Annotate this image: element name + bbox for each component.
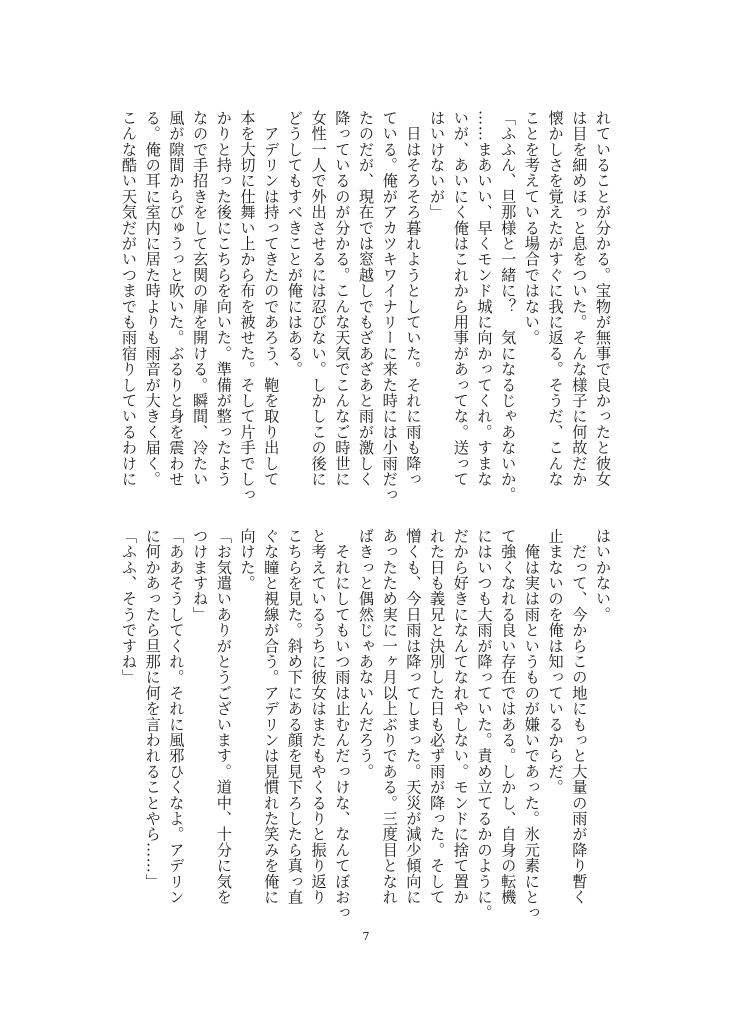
text-column: 憎くも、今日雨は降ってしまった。天災が減少傾向に — [404, 528, 423, 905]
text-column: 向けた。 — [238, 528, 257, 591]
text-column: 「お気遣いありがとうございます。道中、十分に気を — [214, 528, 233, 905]
text-column: 止まないのを俺は知っているからだ。 — [546, 528, 565, 795]
text-column: 懐かしさを覚えたがすぐに我に返る。そうだ、こんな — [546, 110, 565, 487]
text-column: ことを考えている場合ではない。 — [522, 110, 541, 346]
text-column: にはいつも大雨が降っていた。責め立てるかのように。 — [475, 528, 494, 921]
text-column: なので手招きをして玄関の扉を開ける。瞬間、冷たい — [191, 110, 210, 487]
text-column: 降っているのが分かる。こんな天気でこんなご時世に — [333, 110, 352, 487]
top-text-block — [118, 110, 614, 510]
text-column: 本を大切に仕舞い上から布を被せた。そして片手でしっ — [238, 110, 257, 503]
text-column: 「ふふ、そうですね」 — [120, 528, 138, 685]
text-column: に何かあったら旦那に何を言われることやら……」 — [143, 528, 162, 890]
text-column: はいけないが」 — [428, 110, 447, 220]
text-column: 風が隙間からびゅうっと吹いた。ぶるりと身を震わせ — [167, 110, 186, 487]
text-column: たのだが、現在では窓越しでもざあざあと雨が激しく — [357, 110, 375, 487]
text-column: アデリンは持ってきたのであろう、鞄を取り出して — [262, 110, 281, 487]
text-column: 日はそろそろ暮れようとしていた。それに雨も降っ — [404, 110, 423, 487]
text-column: 「ふふん、旦那様と一緒に？ 気になるじゃあないか。 — [499, 110, 518, 503]
text-column: こんな酷い天気だがいつまでも雨宿りしているわけに — [120, 110, 138, 487]
text-column: いが、あいにく俺はこれから用事があってな。送って — [451, 110, 470, 487]
text-column: あったため実に一ヶ月以上ぶりである。三度目となれ — [380, 528, 399, 905]
text-column: つけますね」 — [191, 528, 210, 623]
text-column: だから好きになんてなれやしない。モンドに捨て置か — [451, 528, 470, 905]
text-column: は目を細めほっと息をついた。そんな様子に何故だか — [570, 110, 589, 487]
text-column: て強くなれる良い存在ではある。しかし、自身の転機 — [499, 528, 518, 905]
text-column: ぐな瞳と視線が合う。アデリンは見慣れた笑みを俺に — [262, 528, 281, 905]
text-column: ている。俺がアカツキワイナリーに来た時には小雨だっ — [380, 110, 399, 503]
text-column: こちらを見た。斜め下にある顔を見下ろしたら真っ直 — [285, 528, 304, 905]
text-column: だって、今からこの地にもっと大量の雨が降り暫く — [570, 528, 589, 905]
text-column: れていることが分かる。宝物が無事で良かったと彼女 — [594, 110, 612, 487]
text-column: ばきっと偶然じゃあないんだろう。 — [357, 528, 375, 780]
bottom-text-block — [118, 528, 614, 928]
text-column: はいかない。 — [594, 528, 612, 623]
text-column: れた日も義兄と決別した日も必ず雨が降った。そして — [428, 528, 447, 905]
text-column: 女性一人で外出させるには忍びない。しかしこの後に — [309, 110, 328, 487]
text-column: ……まあいい、早くモンド城に向かってくれ。すまな — [475, 110, 494, 487]
text-column: 「ああそうしてくれ。それに風邪ひくなよ。アデリン — [167, 528, 186, 905]
text-column: それにしてもいつ雨は止むんだっけな、なんてぼおっ — [333, 528, 352, 921]
page-number: 7 — [362, 930, 370, 943]
text-column: かりと持った後にこちらを向いた。準備が整ったよう — [214, 110, 233, 487]
text-column: と考えているうちに彼女はまたもやくるりと振り返り — [309, 528, 328, 905]
text-column: 俺は実は雨というものが嫌いであった。氷元素にとっ — [522, 528, 541, 921]
text-column: どうしてもすべきことが俺にはある。 — [285, 110, 304, 377]
text-column: る。俺の耳に室内に居た時よりも雨音が大きく届く。 — [143, 110, 162, 487]
